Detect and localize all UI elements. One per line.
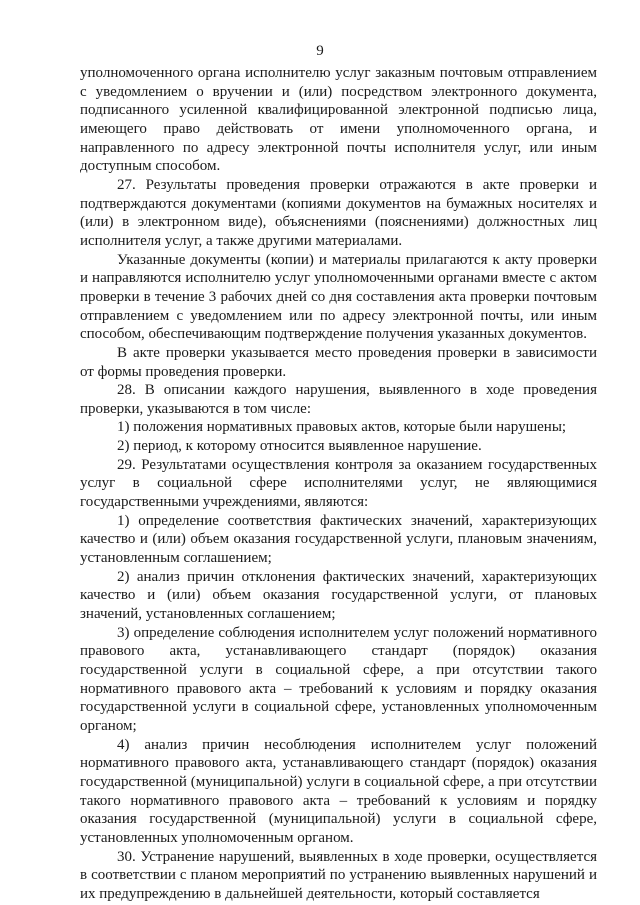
- paragraph-continuation: уполномоченного органа исполнителю услуг заказным почтовым отправлением с уведомлением о вручении и (или) посредством электронного документа, подписанного усиленной квалифицированной электронной подписью лица, имеющего право действовать от имени уполномоченного органа, и направленного по адресу электронной почты исполнителя услуг, или иным доступным способом.: [80, 65, 597, 175]
- paragraph-item-27: 27. Результаты проведения проверки отражаются в акте проверки и подтверждаются документами (копиями документов на бумажных носителях и (или) в электронном виде), объяснениями (пояснениями) должностных лиц исполнителя услуг, а также другими материалами.: [80, 176, 597, 249]
- paragraph-item-29: 29. Результатами осуществления контроля за оказанием государственных услуг в социальной сфере исполнителями услуг, не являющимися государственными учреждениями, являются:: [80, 456, 597, 511]
- list-item-29-1: 1) определение соответствия фактических значений, характеризующих качество и (или) объем оказания государственной услуги, плановым значениям, установленным соглашением;: [80, 512, 597, 567]
- list-item-29-2: 2) анализ причин отклонения фактических значений, характеризующих качество и (или) объем оказания государственной услуги, от плановых значений, установленных соглашением;: [80, 568, 597, 623]
- paragraph-item-30: 30. Устранение нарушений, выявленных в ходе проверки, осуществляется в соответствии с планом мероприятий по устранению выявленных нарушений и их предупреждению в дальнейшей деятельности, который составляется: [80, 848, 597, 902]
- paragraph-place-of-inspection: В акте проверки указывается место проведения проверки в зависимости от формы проведения проверки.: [80, 344, 597, 380]
- list-item-28-1: 1) положения нормативных правовых актов, которые были нарушены;: [117, 419, 567, 436]
- page-number: 9: [316, 43, 324, 59]
- list-item-28-2: 2) период, к которому относится выявленное нарушение.: [117, 438, 482, 455]
- list-item-29-4: 4) анализ причин несоблюдения исполнителем услуг положений нормативного правового акта, устанавливающего стандарт (порядок) оказания государственной (муниципальной) услуги в социальной сфере, а при отсутствии такого нормативного правового акта – требований к условиям и порядку оказания государственной (муниципальной) услуги в социальной сфере, установленных уполномоченным органом.: [80, 736, 597, 846]
- list-item-29-3: 3) определение соблюдения исполнителем услуг положений нормативного правового акта, устанавливающего стандарт (порядок) оказания государственной услуги в социальной сфере, а при отсутствии такого нормативного правового акта – требований к условиям и порядку оказания государственной услуги в социальной сфере, установленных уполномоченным органом;: [80, 624, 597, 734]
- document-body: [80, 64, 597, 904]
- paragraph-item-28: 28. В описании каждого нарушения, выявленного в ходе проведения проверки, указываются в том числе:: [80, 382, 597, 417]
- paragraph-documents-attached: Указанные документы (копии) и материалы прилагаются к акту проверки и направляются исполнителю услуг уполномоченными органами вместе с актом проверки в течение 3 рабочих дней со дня составления акта проверки почтовым отправлением с уведомлением или по адресу электронной почты, или иным способом, обеспечивающим подтверждение получения указанных документов.: [80, 251, 597, 343]
